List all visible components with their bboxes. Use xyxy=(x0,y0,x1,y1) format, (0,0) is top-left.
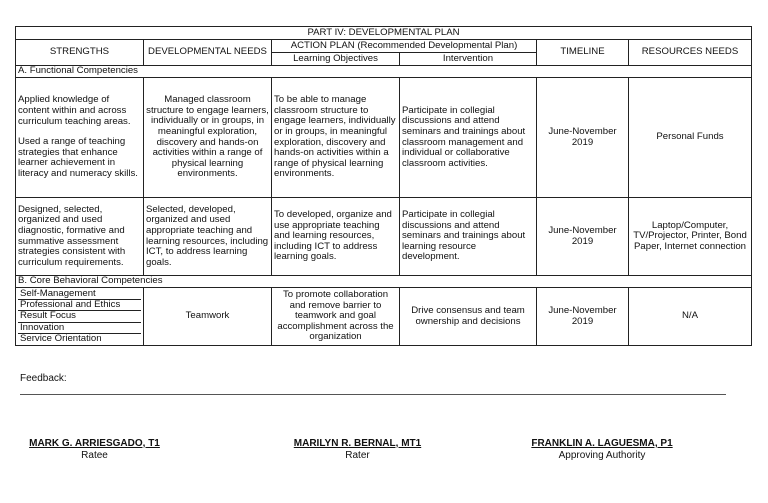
feedback-line xyxy=(20,394,726,395)
feedback-label: Feedback: xyxy=(20,373,67,384)
behavior-item: Self-Management xyxy=(18,289,141,300)
row1-timeline: June-November 2019 xyxy=(537,78,629,198)
row1-strength-2: Used a range of teaching strategies that enhance learner achievement in literacy and numeracy skills. xyxy=(18,136,138,179)
approver-name: FRANKLIN A. LAGUESMA, P1 xyxy=(531,438,673,449)
header-strengths: STRENGTHS xyxy=(16,40,144,66)
signature-rater xyxy=(285,438,430,461)
header-intervention: Intervention xyxy=(400,53,537,66)
row3-intervention: Drive consensus and team ownership and decisions xyxy=(400,288,537,346)
behavior-item: Result Focus xyxy=(18,311,141,322)
row1-strength-1: Applied knowledge of content within and across curriculum teaching areas. xyxy=(18,94,131,127)
rater-name: MARILYN R. BERNAL, MT1 xyxy=(293,438,422,449)
row3-objectives: To promote collaboration and remove barrier to teamwork and goal accomplishment across the organization xyxy=(272,288,400,346)
row1-intervention: Participate in collegial discussions and attend seminars and trainings about classroom management and individual or collaborative classroom activities. xyxy=(400,78,537,198)
section-functional-competencies: A. Functional Competencies xyxy=(16,66,752,78)
part-title: PART IV: DEVELOPMENTAL PLAN xyxy=(16,27,752,40)
section-core-behavioral-competencies: B. Core Behavioral Competencies xyxy=(16,276,752,288)
row2-timeline: June-November 2019 xyxy=(537,198,629,276)
row3-timeline: June-November 2019 xyxy=(537,288,629,346)
row1-strengths xyxy=(16,78,144,198)
row1-objectives: To be able to manage classroom structure to engage learners, individually or in groups, in meaningful exploration, discovery and hands-on activities within a range of physical learning environments. xyxy=(272,78,400,198)
header-learning-objectives: Learning Objectives xyxy=(272,53,400,66)
developmental-plan-table xyxy=(15,26,752,346)
signature-ratee xyxy=(22,438,167,461)
header-action-plan: ACTION PLAN (Recommended Developmental Plan) xyxy=(272,40,537,53)
row3-strengths-list xyxy=(16,288,144,346)
behavior-item: Professional and Ethics xyxy=(18,300,141,311)
approver-role: Approving Authority xyxy=(558,450,646,461)
row2-intervention: Participate in collegial discussions and attend seminars and trainings about learning resource development. xyxy=(400,198,537,276)
behavior-item: Service Orientation xyxy=(20,333,102,345)
row2-strength: Designed, selected, organized and used diagnostic, formative and summative assessment strategies consistent with curriculum requirements. xyxy=(16,198,144,276)
behavior-item: Innovation xyxy=(18,323,141,334)
row2-needs: Selected, developed, organized and used appropriate teaching and learning resources, including ICT, to address learning goals. xyxy=(144,198,272,276)
header-developmental-needs: DEVELOPMENTAL NEEDS xyxy=(144,40,272,66)
row3-resources: N/A xyxy=(629,288,752,346)
ratee-name: MARK G. ARRIESGADO, T1 xyxy=(29,438,160,449)
row2-resources: Laptop/Computer, TV/Projector, Printer, Bond Paper, Internet connection xyxy=(629,198,752,276)
header-timeline: TIMELINE xyxy=(537,40,629,66)
row1-needs: Managed classroom structure to engage learners, individually or in groups, in meaningful exploration, discovery and hands-on activities within a range of physical learning environments. xyxy=(144,78,272,198)
row1-resources: Personal Funds xyxy=(629,78,752,198)
ratee-role: Ratee xyxy=(81,450,108,461)
row3-needs: Teamwork xyxy=(144,288,272,346)
rater-role: Rater xyxy=(345,450,370,461)
signature-approving-authority xyxy=(522,438,682,461)
row2-objectives: To developed, organize and use appropriate teaching and learning resources, including ICT to address learning goals. xyxy=(272,198,400,276)
header-resources: RESOURCES NEEDS xyxy=(629,40,752,66)
